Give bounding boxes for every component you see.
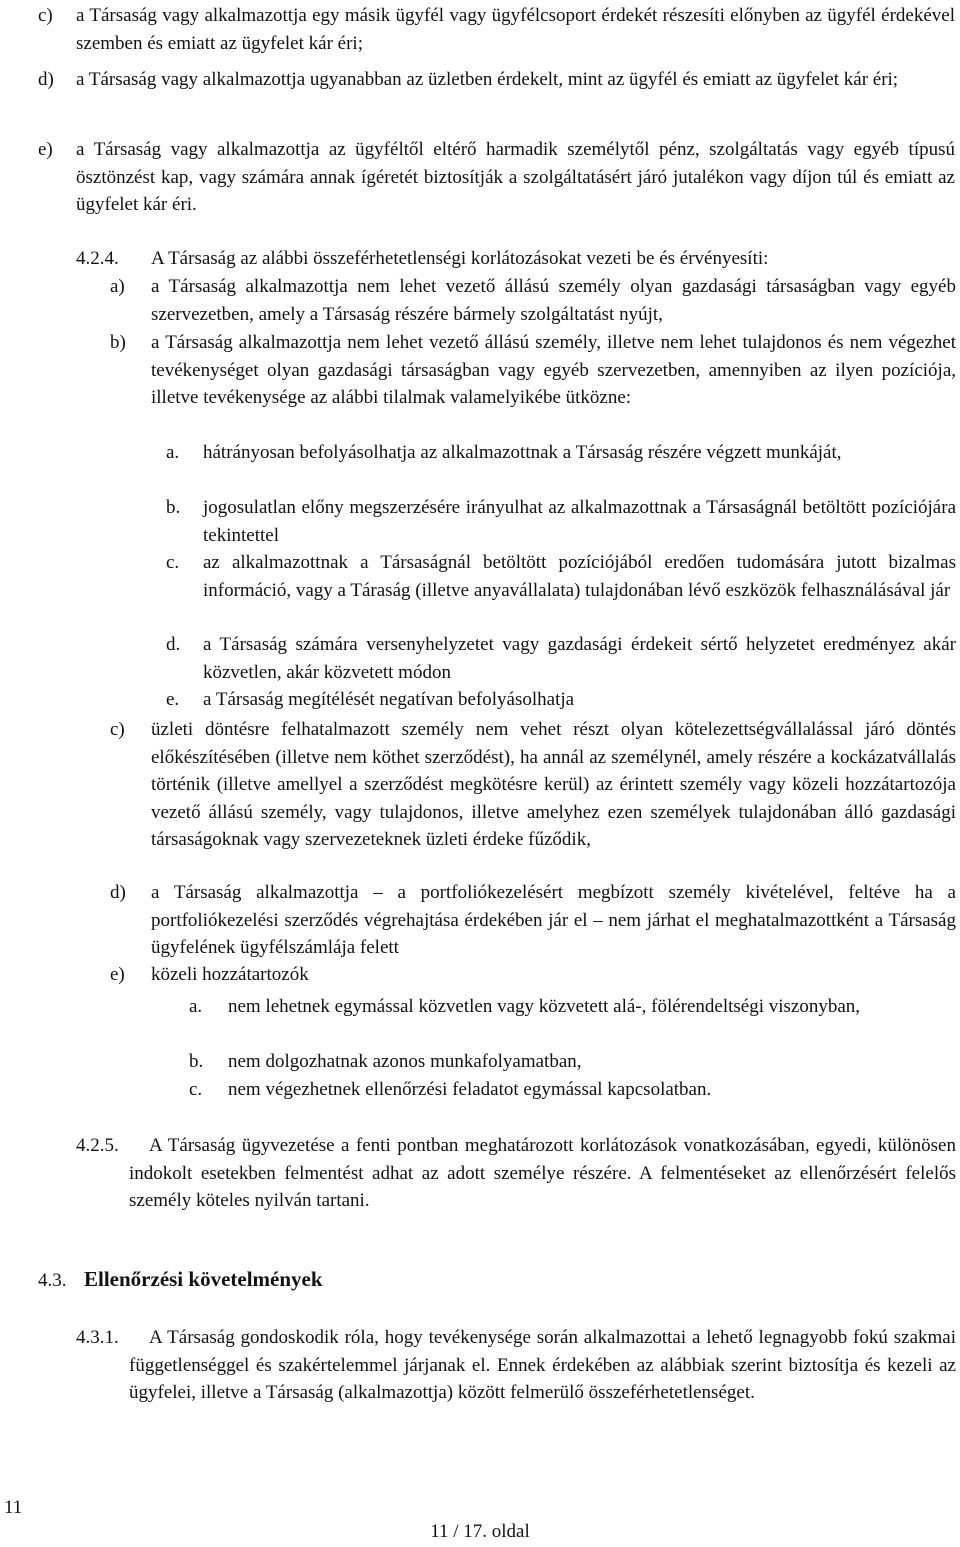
s424-item-e: közeli hozzátartozók xyxy=(151,964,309,985)
s424-label-e: e) xyxy=(110,964,125,985)
s424-label-c: c) xyxy=(110,719,125,740)
section-number-43: 4.3. xyxy=(38,1270,67,1291)
section-425-text: A Társaság ügyvezetése a fenti pontban meghatározott korlátozások vonatkozásában, egyedi, különösen indokolt esetekben felmentést adhat az adott személye részére. A felmentéseket az ellenőrzésért felelős személy köteles nyilván tartani. xyxy=(129,1135,956,1211)
section-number-424: 4.2.4. xyxy=(76,248,119,269)
b-sub-label-d: d. xyxy=(166,634,181,655)
b-sub-label-c: c. xyxy=(166,552,180,573)
b-sub-item-d: a Társaság számára versenyhelyzetet vagy gazdasági érdekeit sértő helyzetet eredményez akár közvetlen, akár közvetett módon xyxy=(203,634,956,683)
s424-item-b: a Társaság alkalmazottja nem lehet vezető állású személy, illetve nem lehet tulajdonos és nem végezhet tevékenységet olyan gazdasági társaságban vagy egyéb szervezetben, amennyiben az ilyen pozíciója, illetve tevékenysége az alábbi tilalmak valamelyikébe ütközne: xyxy=(151,332,956,408)
b-sub-label-e: e. xyxy=(166,689,180,710)
list-item-d: a Társaság vagy alkalmazottja ugyanabban az üzletben érdekelt, mint az ügyfél és emiatt az ügyfelet kár éri; xyxy=(76,69,899,90)
section-431-text: A Társaság gondoskodik róla, hogy tevékenysége során alkalmazottai a lehető legnagyobb fokú szakmai függetlenséggel és szakértelemmel járjanak el. Ennek érdekében az alábbiak szerint biztosítja és kezeli az ügyfelei, illetve a Társaság (alkalmazottja) között felmerülő összeférhetetlenséget. xyxy=(129,1327,956,1403)
b-sub-item-a: hátrányosan befolyásolhatja az alkalmazottnak a Társaság részére végzett munkáját, xyxy=(203,442,842,463)
section-number-431: 4.3.1. xyxy=(76,1327,119,1348)
b-sub-item-b: jogosulatlan előny megszerzésére irányulhat az alkalmazottnak a Társaságnál betöltött pozíciójára tekintettel xyxy=(203,497,956,546)
s424-item-c: üzleti döntésre felhatalmazott személy nem vehet részt olyan kötelezettségvállalással járó döntés előkészítésében (illetve nem köthet szerződést), ha annál az személynél, amely részére a kockázatvállalás történik (illetve amellyel a szerződést megkötésre kerül) az érintett személy vagy közeli hozzátartozója vezető állású személy, vagy tulajdonos, illetve amelyhez ezen személyek tulajdonában álló gazdasági társaságoknak vagy szervezeteknek üzleti érdeke fűződik, xyxy=(151,719,956,850)
s424-item-a: a Társaság alkalmazottja nem lehet vezető állású személy olyan gazdasági társaságban vagy egyéb szervezetben, amely a Társaság részére bármely szolgáltatást nyújt, xyxy=(151,276,956,325)
list-item-c: a Társaság vagy alkalmazottja egy másik ügyfél vagy ügyfélcsoport érdekét részesíti előnyben az ügyfél érdekével szemben és emiatt az ügyfelet kár éri; xyxy=(76,5,955,54)
b-sub-label-b: b. xyxy=(166,497,181,518)
s424-label-b: b) xyxy=(110,332,126,353)
e-sub-label-a: a. xyxy=(189,996,203,1017)
e-sub-label-c: c. xyxy=(189,1079,203,1100)
list-item-e: a Társaság vagy alkalmazottja az ügyféltől eltérő harmadik személytől pénz, szolgáltatás vagy egyéb típusú ösztönzést kap, vagy számára annak ígéretét biztosítják a szolgáltatásért járó jutalékon vagy díjon túl és emiatt az ügyfelet kár éri. xyxy=(76,139,955,215)
s424-label-a: a) xyxy=(110,276,125,297)
section-heading: Ellenőrzési követelmények xyxy=(84,1267,323,1291)
page-number: 11 xyxy=(4,1497,23,1518)
section-number-425: 4.2.5. xyxy=(76,1135,119,1156)
e-sub-label-b: b. xyxy=(189,1051,204,1072)
list-label-e: e) xyxy=(38,139,53,160)
b-sub-item-e: a Társaság megítélését negatívan befolyásolhatja xyxy=(203,689,575,710)
e-sub-item-c: nem végezhetnek ellenőrzési feladatot egymással kapcsolatban. xyxy=(228,1079,712,1100)
s424-item-d: a Társaság alkalmazottja – a portfoliókezelésért megbízott személy kivételével, feltéve ha a portfoliókezelési szerződés végrehajtása érdekében jár el – nem járhat el meghatalmazottként a Társaság ügyfelének ügyfélszámlája felett xyxy=(151,882,956,958)
page-footer: 11 / 17. oldal xyxy=(430,1521,530,1542)
list-label-c: c) xyxy=(38,5,53,26)
section-424-intro: A Társaság az alábbi összeférhetetlenségi korlátozásokat vezeti be és érvényesíti: xyxy=(151,248,769,269)
list-label-d: d) xyxy=(38,69,54,90)
b-sub-label-a: a. xyxy=(166,442,180,463)
e-sub-item-b: nem dolgozhatnak azonos munkafolyamatban, xyxy=(228,1051,582,1072)
b-sub-item-c: az alkalmazottnak a Társaságnál betöltött pozíciójából eredően tudomására jutott bizalmas információ, vagy a Táraság (illetve anyavállalata) tulajdonában lévő eszközök felhasználásával jár xyxy=(203,552,956,601)
e-sub-item-a: nem lehetnek egymással közvetlen vagy közvetett alá-, fölérendeltségi viszonyban, xyxy=(228,996,861,1017)
s424-label-d: d) xyxy=(110,882,126,903)
